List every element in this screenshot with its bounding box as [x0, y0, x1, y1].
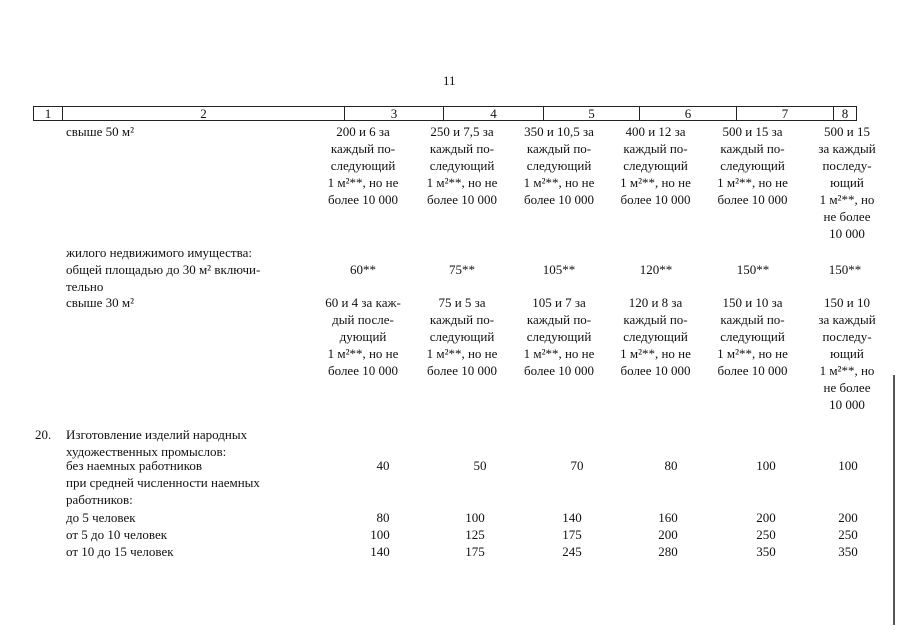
row-residential-col3: 60**	[350, 262, 376, 277]
s20-row-no-employees-col7: 100	[756, 458, 776, 473]
s20-row-no-employees-label: без наемных работников	[66, 458, 203, 473]
col-header-6: 6	[639, 107, 736, 120]
page-number: 11	[443, 73, 456, 88]
row-over50-col6: 400 и 12 за каждый по- следующий 1 м²**, но не более 10 000	[620, 124, 691, 207]
s20-row-up-to-5-col6: 160	[658, 510, 678, 525]
col-header-3: 3	[344, 107, 443, 120]
col-header-5: 5	[543, 107, 639, 120]
s20-row-no-employees-col8: 100	[838, 458, 858, 473]
row-over30-label: свыше 30 м²	[66, 295, 135, 310]
row-over50-col7: 500 и 15 за каждый по- следующий 1 м²**, но не более 10 000	[717, 124, 788, 207]
s20-row-up-to-5-col4: 100	[465, 510, 485, 525]
row-residential-col8: 150**	[828, 262, 862, 277]
s20-row-5-10-label: от 5 до 10 человек	[66, 527, 168, 542]
s20-row-5-10-col7: 250	[756, 527, 776, 542]
row-over30-col4: 75 и 5 за каждый по- следующий 1 м²**, но не более 10 000	[426, 295, 498, 378]
col-header-7: 7	[736, 107, 833, 120]
s20-row-up-to-5-col3: 80	[376, 510, 390, 525]
s20-row-10-15-col4: 175	[465, 544, 485, 559]
row-over30-col6: 120 и 8 за каждый по- следующий 1 м²**, но не более 10 000	[620, 295, 691, 378]
row-residential-col6: 120**	[639, 262, 673, 277]
col-header-2: 2	[62, 107, 344, 120]
column-header-row	[33, 106, 857, 121]
row-residential-col7: 150**	[736, 262, 770, 277]
s20-row-5-10-col8: 250	[838, 527, 858, 542]
s20-row-5-10-col4: 125	[465, 527, 485, 542]
row-over50-col5: 350 и 10,5 за каждый по- следующий 1 м²**, но не более 10 000	[523, 124, 595, 207]
row-residential-col5: 105**	[542, 262, 576, 277]
section20-number: 20.	[35, 427, 52, 442]
col-header-4: 4	[443, 107, 543, 120]
row-over30-col7: 150 и 10 за каждый по- следующий 1 м²**, но не более 10 000	[717, 295, 788, 378]
s20-row-10-15-col3: 140	[370, 544, 390, 559]
col-header-1: 1	[44, 106, 52, 121]
s20-row-10-15-label: от 10 до 15 человек	[66, 544, 174, 559]
s20-row-no-employees-col6: 80	[664, 458, 678, 473]
s20-row-no-employees-col3: 40	[376, 458, 390, 473]
s20-row-no-employees-col4: 50	[473, 458, 487, 473]
s20-row-up-to-5-col8: 200	[838, 510, 858, 525]
row-over30-col8: 150 и 10 за каждый последу- ющий 1 м²**, но не более 10 000	[818, 295, 876, 412]
row-over50-col8: 500 и 15 за каждый последу- ющий 1 м²**, но не более 10 000	[818, 124, 876, 241]
s20-row-10-15-col7: 350	[756, 544, 776, 559]
s20-row-10-15-col8: 350	[838, 544, 858, 559]
s20-row-no-employees-col5: 70	[570, 458, 584, 473]
row-over50-label: свыше 50 м²	[66, 124, 135, 139]
s20-row-up-to-5-label: до 5 человек	[66, 510, 136, 525]
s20-row-up-to-5-col5: 140	[562, 510, 582, 525]
section20-title: Изготовление изделий народных художественных промыслов:	[66, 427, 248, 459]
row-over30-col5: 105 и 7 за каждый по- следующий 1 м²**, но не более 10 000	[523, 295, 595, 378]
s20-row-5-10-col5: 175	[562, 527, 582, 542]
page-edge-line	[893, 375, 895, 625]
row-residential-label: жилого недвижимого имущества: общей площадью до 30 м² включи- тельно	[66, 245, 261, 294]
s20-row-10-15-col6: 280	[658, 544, 678, 559]
row-over30-col3: 60 и 4 за каж- дый после- дующий 1 м²**, но не более 10 000	[325, 295, 401, 378]
s20-row-up-to-5-col7: 200	[756, 510, 776, 525]
col-header-8: 8	[833, 107, 856, 120]
row-over50-col4: 250 и 7,5 за каждый по- следующий 1 м²**, но не более 10 000	[426, 124, 498, 207]
row-over50-col3: 200 и 6 за каждый по- следующий 1 м²**, но не более 10 000	[327, 124, 399, 207]
s20-subheading-employees: при средней численности наемных работников:	[66, 475, 260, 507]
s20-row-10-15-col5: 245	[562, 544, 582, 559]
s20-row-5-10-col6: 200	[658, 527, 678, 542]
s20-row-5-10-col3: 100	[370, 527, 390, 542]
row-residential-col4: 75**	[449, 262, 475, 277]
